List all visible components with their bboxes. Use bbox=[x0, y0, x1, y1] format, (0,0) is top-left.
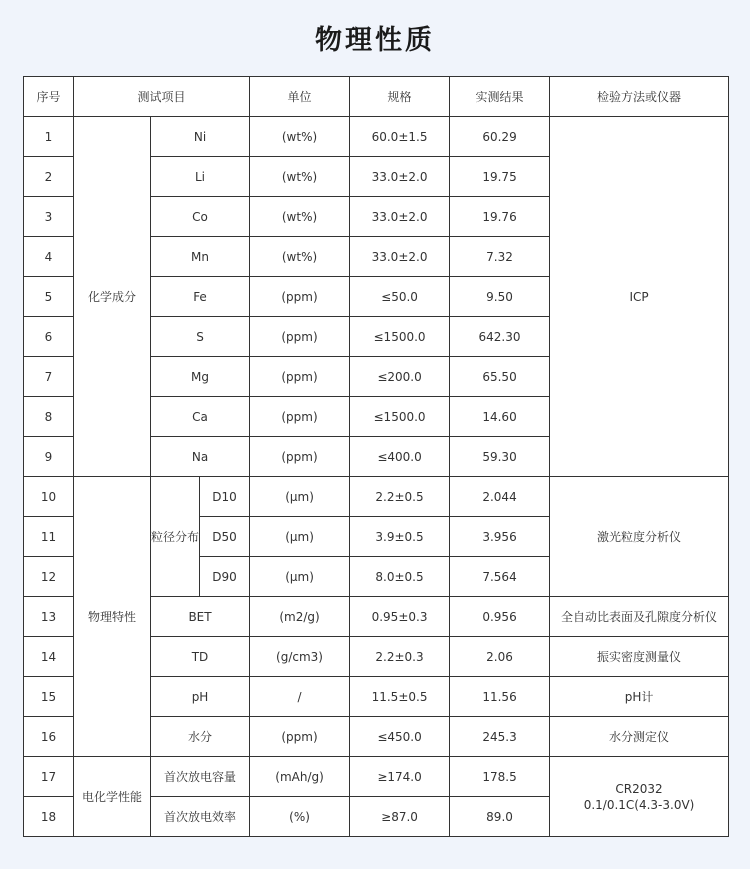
row-item: 水分 bbox=[151, 717, 250, 757]
page-title: 物理性质 bbox=[315, 25, 435, 56]
row-item: TD bbox=[151, 637, 250, 677]
row-spec: 33.0±2.0 bbox=[350, 157, 450, 197]
row-no: 5 bbox=[24, 277, 74, 317]
row-spec: 11.5±0.5 bbox=[350, 677, 450, 717]
table-row bbox=[24, 117, 729, 157]
spec-table bbox=[23, 76, 729, 837]
row-no: 9 bbox=[24, 437, 74, 477]
row-result: 3.956 bbox=[450, 517, 550, 557]
row-result: 0.956 bbox=[450, 597, 550, 637]
row-unit: (μm) bbox=[250, 557, 350, 597]
table-row bbox=[24, 477, 729, 517]
row-result: 245.3 bbox=[450, 717, 550, 757]
row-result: 60.29 bbox=[450, 117, 550, 157]
row-spec: 8.0±0.5 bbox=[350, 557, 450, 597]
group-chem: 化学成分 bbox=[74, 117, 151, 477]
header-spec: 规格 bbox=[350, 77, 450, 117]
row-spec: ≤450.0 bbox=[350, 717, 450, 757]
row-result: 2.06 bbox=[450, 637, 550, 677]
header-method: 检验方法或仪器 bbox=[550, 77, 729, 117]
row-result: 642.30 bbox=[450, 317, 550, 357]
row-result: 7.32 bbox=[450, 237, 550, 277]
row-result: 65.50 bbox=[450, 357, 550, 397]
method-water: 水分测定仪 bbox=[550, 717, 729, 757]
row-no: 6 bbox=[24, 317, 74, 357]
row-unit: (ppm) bbox=[250, 317, 350, 357]
row-no: 3 bbox=[24, 197, 74, 237]
method-tap: 振实密度测量仪 bbox=[550, 637, 729, 677]
row-result: 59.30 bbox=[450, 437, 550, 477]
row-result: 14.60 bbox=[450, 397, 550, 437]
row-item: S bbox=[151, 317, 250, 357]
row-item: Mn bbox=[151, 237, 250, 277]
row-no: 13 bbox=[24, 597, 74, 637]
row-no: 12 bbox=[24, 557, 74, 597]
row-result: 2.044 bbox=[450, 477, 550, 517]
method-icp: ICP bbox=[550, 117, 729, 477]
row-item: Li bbox=[151, 157, 250, 197]
row-no: 11 bbox=[24, 517, 74, 557]
row-spec: 0.95±0.3 bbox=[350, 597, 450, 637]
row-unit: (%) bbox=[250, 797, 350, 837]
header-no: 序号 bbox=[24, 77, 74, 117]
header-result: 实测结果 bbox=[450, 77, 550, 117]
row-item: BET bbox=[151, 597, 250, 637]
method-cell-line1: CR2032 bbox=[615, 781, 663, 796]
row-no: 4 bbox=[24, 237, 74, 277]
row-spec: ≤50.0 bbox=[350, 277, 450, 317]
row-item: 首次放电效率 bbox=[151, 797, 250, 837]
method-bet: 全自动比表面及孔隙度分析仪 bbox=[550, 597, 729, 637]
header-unit: 单位 bbox=[250, 77, 350, 117]
row-spec: 2.2±0.5 bbox=[350, 477, 450, 517]
row-item: D10 bbox=[200, 477, 250, 517]
method-cell-line2: 0.1/0.1C(4.3-3.0V) bbox=[583, 797, 695, 812]
row-no: 18 bbox=[24, 797, 74, 837]
row-item: D90 bbox=[200, 557, 250, 597]
row-no: 10 bbox=[24, 477, 74, 517]
header-item: 测试项目 bbox=[74, 77, 250, 117]
row-unit: (ppm) bbox=[250, 357, 350, 397]
row-no: 14 bbox=[24, 637, 74, 677]
row-result: 19.76 bbox=[450, 197, 550, 237]
row-unit: (ppm) bbox=[250, 277, 350, 317]
row-item: Ni bbox=[151, 117, 250, 157]
row-unit: (wt%) bbox=[250, 117, 350, 157]
row-no: 1 bbox=[24, 117, 74, 157]
group-phys: 物理特性 bbox=[74, 477, 151, 757]
row-unit: (mAh/g) bbox=[250, 757, 350, 797]
row-unit: (wt%) bbox=[250, 197, 350, 237]
row-spec: ≤200.0 bbox=[350, 357, 450, 397]
row-unit: (wt%) bbox=[250, 237, 350, 277]
row-unit: (ppm) bbox=[250, 717, 350, 757]
method-laser: 激光粒度分析仪 bbox=[550, 477, 729, 597]
table-header-row bbox=[24, 77, 729, 117]
row-spec: ≥174.0 bbox=[350, 757, 450, 797]
row-unit: (g/cm3) bbox=[250, 637, 350, 677]
row-result: 7.564 bbox=[450, 557, 550, 597]
row-item: Mg bbox=[151, 357, 250, 397]
row-item: D50 bbox=[200, 517, 250, 557]
row-unit: (μm) bbox=[250, 477, 350, 517]
row-item: pH bbox=[151, 677, 250, 717]
row-no: 2 bbox=[24, 157, 74, 197]
row-no: 17 bbox=[24, 757, 74, 797]
row-result: 11.56 bbox=[450, 677, 550, 717]
method-cell bbox=[550, 757, 729, 837]
row-item: Na bbox=[151, 437, 250, 477]
row-result: 89.0 bbox=[450, 797, 550, 837]
row-unit: (m2/g) bbox=[250, 597, 350, 637]
row-item: 首次放电容量 bbox=[151, 757, 250, 797]
row-item: Fe bbox=[151, 277, 250, 317]
row-no: 16 bbox=[24, 717, 74, 757]
table-row bbox=[24, 757, 729, 797]
row-unit: (μm) bbox=[250, 517, 350, 557]
row-spec: ≤1500.0 bbox=[350, 397, 450, 437]
row-result: 19.75 bbox=[450, 157, 550, 197]
method-ph: pH计 bbox=[550, 677, 729, 717]
row-item: Ca bbox=[151, 397, 250, 437]
row-spec: 2.2±0.3 bbox=[350, 637, 450, 677]
row-spec: 3.9±0.5 bbox=[350, 517, 450, 557]
row-unit: (wt%) bbox=[250, 157, 350, 197]
row-spec: 33.0±2.0 bbox=[350, 197, 450, 237]
row-no: 7 bbox=[24, 357, 74, 397]
row-spec: ≤400.0 bbox=[350, 437, 450, 477]
group-psd: 粒径分布 bbox=[151, 477, 200, 597]
group-echem: 电化学性能 bbox=[74, 757, 151, 837]
row-spec: 60.0±1.5 bbox=[350, 117, 450, 157]
row-result: 9.50 bbox=[450, 277, 550, 317]
row-result: 178.5 bbox=[450, 757, 550, 797]
row-no: 15 bbox=[24, 677, 74, 717]
row-no: 8 bbox=[24, 397, 74, 437]
row-unit: / bbox=[250, 677, 350, 717]
row-spec: ≤1500.0 bbox=[350, 317, 450, 357]
row-spec: ≥87.0 bbox=[350, 797, 450, 837]
row-unit: (ppm) bbox=[250, 397, 350, 437]
row-spec: 33.0±2.0 bbox=[350, 237, 450, 277]
row-item: Co bbox=[151, 197, 250, 237]
row-unit: (ppm) bbox=[250, 437, 350, 477]
